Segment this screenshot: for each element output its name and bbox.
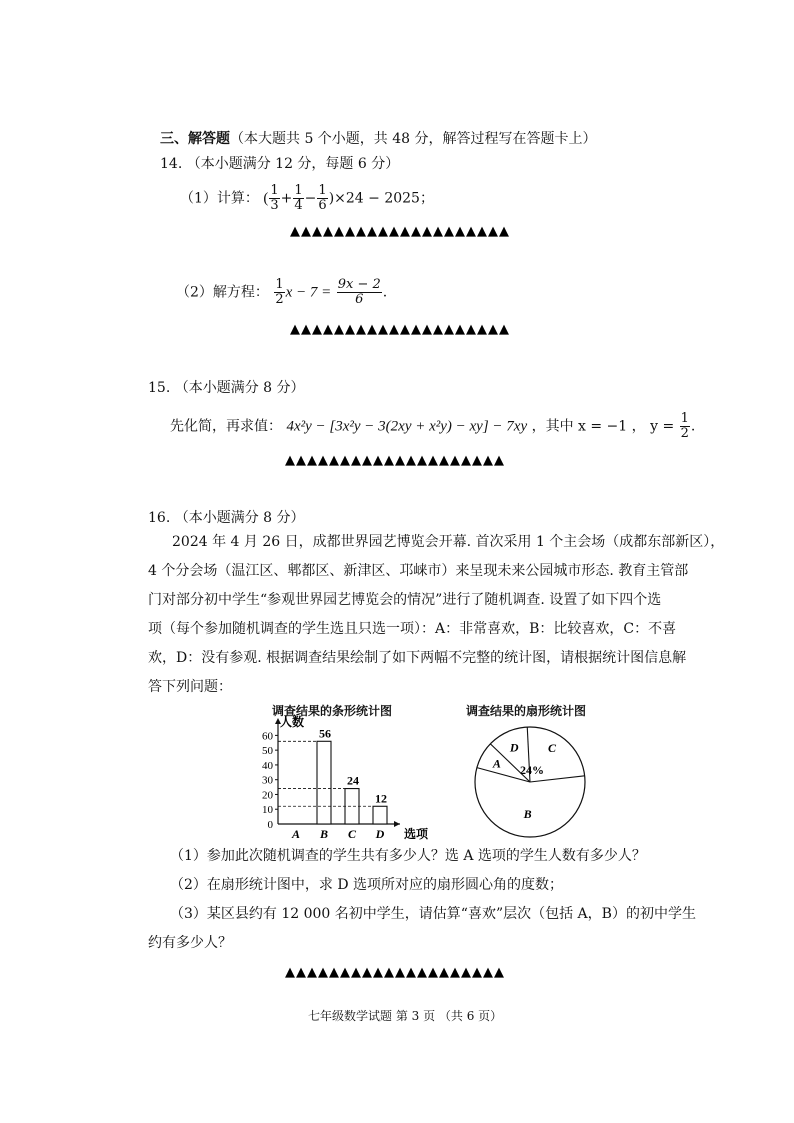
y-tick-label: 40 bbox=[262, 759, 273, 772]
q16-points: （本小题满分 8 分） bbox=[174, 510, 305, 526]
bar-value-label: 12 bbox=[375, 791, 387, 806]
q15-points: （本小题满分 8 分） bbox=[174, 380, 305, 396]
page-footer: 七年级数学试题 第 3 页 （共 6 页） bbox=[308, 1009, 503, 1023]
pie-chart-title: 调查结果的扇形统计图 bbox=[466, 704, 587, 718]
q16-subquestions bbox=[148, 842, 696, 958]
q14-part1-label: （1）计算： bbox=[180, 190, 259, 207]
q14-part1: （1）计算： ( $\frac{1}{3}$ + $\frac{1}{4}$ − $\frac{1}{6}$ )×24 − 2025； bbox=[180, 183, 434, 213]
q16-line: 门对部分初中学生“参观世界园艺博览会的情况”进行了随机调查. 设置了如下四个选 bbox=[148, 592, 662, 608]
q14-part2-frac-num: 9x − 2 bbox=[337, 277, 381, 292]
bar-chart bbox=[250, 714, 440, 844]
category-label: A bbox=[291, 827, 301, 841]
q14-part2-frac-den: 6 bbox=[355, 292, 364, 307]
y-tick-label: 60 bbox=[262, 730, 273, 743]
q15-number: 15. bbox=[148, 380, 171, 396]
q16-subquestion-3: （3）某区县约有 12 000 名初中学生，请估算“喜欢”层次（包括 A，B）的初中学生 bbox=[170, 906, 696, 922]
q16-subquestion-2: （2）在扇形统计图中，求 D 选项所对应的扇形圆心角的度数； bbox=[170, 877, 564, 893]
q16-line: 项（每个参加随机调查的学生选且只选一项）：A：非常喜欢，B：比较喜欢，C：不喜 bbox=[148, 621, 677, 637]
sector-label-d: D bbox=[509, 740, 519, 755]
q14-part2-label: （2）解方程： bbox=[176, 284, 269, 301]
bar bbox=[373, 806, 387, 824]
y-tick-label: 0 bbox=[267, 819, 273, 831]
y-tick-label: 30 bbox=[262, 774, 273, 787]
q16-number: 16. bbox=[148, 510, 171, 526]
q14-answer-triangles-2: ▲▲▲▲▲▲▲▲▲▲▲▲▲▲▲▲▲▲▲▲ bbox=[290, 322, 510, 337]
q16-line: 答下列问题： bbox=[148, 679, 232, 695]
section-title: 三、解答题 bbox=[160, 131, 230, 147]
q15-answer-triangles: ▲▲▲▲▲▲▲▲▲▲▲▲▲▲▲▲▲▲▲▲ bbox=[285, 453, 505, 468]
bar bbox=[317, 741, 331, 824]
y-tick-label: 20 bbox=[262, 789, 273, 802]
q14-part2-mid: x − 7 = bbox=[285, 284, 332, 301]
q16-answer-triangles: ▲▲▲▲▲▲▲▲▲▲▲▲▲▲▲▲▲▲▲▲ bbox=[285, 965, 505, 980]
q15-prompt: 先化简，再求值： bbox=[170, 418, 282, 435]
bar-value-label: 56 bbox=[319, 726, 331, 741]
x-axis-label: 选项 bbox=[404, 827, 429, 841]
sector-label-a: A bbox=[492, 756, 501, 771]
q16-paragraph bbox=[148, 528, 725, 702]
sector-percent-c: 24% bbox=[520, 763, 544, 777]
q16-line: 2024 年 4 月 26 日，成都世界园艺博览会开幕. 首次采用 1 个主会场（成都东部新区）， bbox=[172, 534, 725, 550]
q15-header bbox=[148, 377, 305, 397]
q16-subquestion-3-cont: 约有多少人？ bbox=[148, 935, 232, 951]
q14-points: （本小题满分 12 分，每题 6 分） bbox=[186, 156, 400, 172]
q15-expression: 4x²y − [3x²y − 3(2xy + x²y) − xy] − 7xy bbox=[286, 418, 528, 435]
q14-header bbox=[160, 153, 399, 173]
q14-part2: （2）解方程： $\frac{1}{2}$ x − 7 = $\frac{9x - 2}{6}$ . bbox=[176, 277, 388, 307]
q16-header bbox=[148, 507, 305, 527]
q15-condition: ，其中 x = −1 ， y = bbox=[531, 418, 675, 435]
q16-line: 欢，D：没有参观. 根据调查结果绘制了如下两幅不完整的统计图，请根据统计图信息解 bbox=[148, 650, 687, 666]
x-axis-arrow bbox=[394, 821, 400, 827]
q14-part1-tail: )×24 − 2025； bbox=[328, 190, 434, 207]
q15-body: 先化简，再求值： 4x²y − [3x²y − 3(2xy + x²y) − xy] − 7xy ，其中 x = −1 ， y = $\frac{1}{2}$ . bbox=[170, 411, 696, 441]
category-label: C bbox=[347, 827, 357, 841]
q14-answer-triangles-1: ▲▲▲▲▲▲▲▲▲▲▲▲▲▲▲▲▲▲▲▲ bbox=[290, 224, 510, 239]
bar-value-label: 24 bbox=[347, 773, 359, 788]
y-tick-label: 10 bbox=[262, 804, 273, 817]
q16-line: 4 个分会场（温江区、郫都区、新津区、邛崃市）来呈现未来公园城市形态. 教育主管部 bbox=[148, 563, 689, 579]
pie-chart bbox=[470, 722, 590, 842]
y-axis-label: 人数 bbox=[280, 715, 305, 729]
category-label: B bbox=[319, 827, 329, 841]
bar-chart-title: 调查结果的条形统计图 bbox=[272, 704, 393, 718]
y-tick-label: 50 bbox=[262, 745, 273, 758]
sector-label-b: B bbox=[523, 806, 532, 821]
section-note: （本大题共 5 个小题，共 48 分，解答过程写在答题卡上） bbox=[230, 131, 597, 147]
bar bbox=[345, 789, 359, 824]
category-label: D bbox=[375, 827, 385, 841]
q16-subquestion-1: （1）参加此次随机调查的学生共有多少人？选 A 选项的学生人数有多少人？ bbox=[170, 848, 646, 864]
q14-number: 14. bbox=[160, 156, 183, 172]
sector-label-c: C bbox=[547, 741, 557, 756]
section-heading bbox=[160, 128, 597, 148]
